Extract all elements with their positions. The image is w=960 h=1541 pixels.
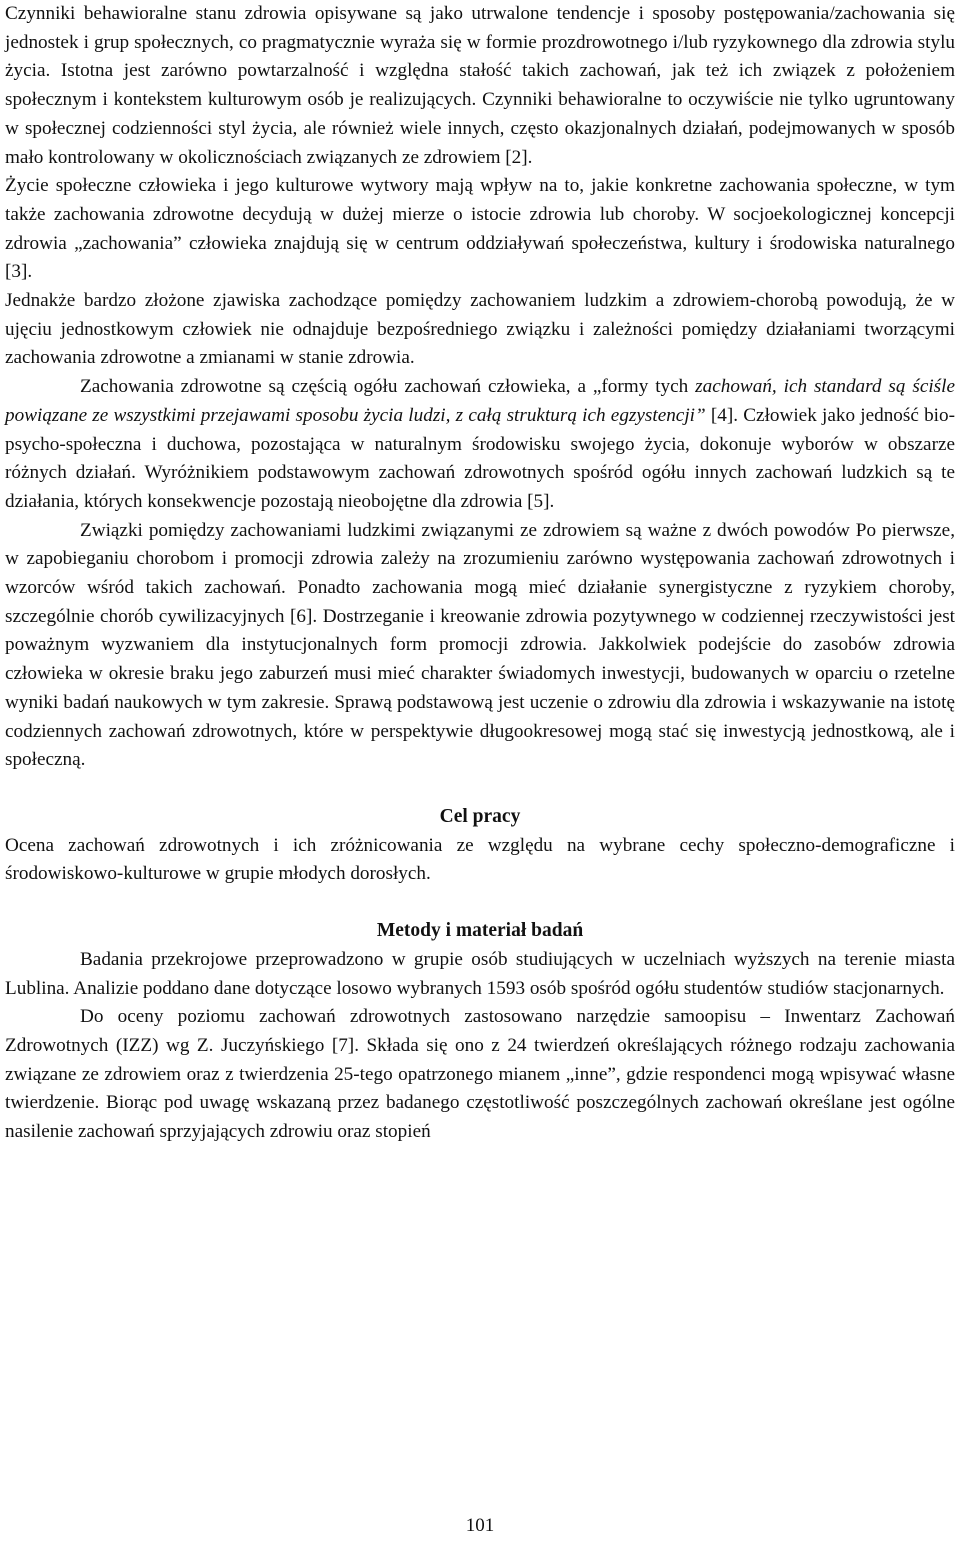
section-heading-aim: Cel pracy	[439, 805, 521, 827]
paragraph-health-behaviors-start: Zachowania zdrowotne są częścią ogółu zachowań człowieka, a „formy tych	[80, 376, 696, 398]
paragraph-complex-phenomena: Jednakże bardzo złożone zjawiska zachodzące pomiędzy zachowaniem ludzkim a zdrowiem-chorobą powodują, że w ujęciu jednostkowym człowiek nie odnajduje bezpośredniego związku i zależności pomiędzy działaniami tworzącymi zachowania zdrowotne a zmianami w stanie zdrowia.	[5, 290, 955, 369]
paragraph-methods-study: Badania przekrojowe przeprowadzono w grupie osób studiujących w uczelniach wyższych na terenie miasta Lublina. Analizie poddano dane dotyczące losowo wybranych 1593 osób spośród ogółu studentów studiów stacjonarnych.	[5, 948, 955, 999]
paragraph-health-behaviors-end: [4]. Człowiek jako jedność bio-psycho-społeczna i duchowa, pozostająca w naturalnym środowisku swojego życia, dokonuje wyborów w obszarze różnych działań. Wyróżnikiem podstawowym zachowań zdrowotnych spośród ogółu innych zachowań ludzkich są te działania, których konsekwencje pozostają nieobojętne dla zdrowia [5].	[5, 404, 955, 512]
section-heading-methods: Metody i materiał badań	[376, 920, 584, 942]
paragraph-social-life: Życie społeczne człowieka i jego kulturowe wytwory mają wpływ na to, jakie konkretne zachowania społeczne, w tym także zachowania zdrowotne decydują w dużej mierze o istocie zdrowia lub choroby. W socjoekologicznej koncepcji zdrowia „zachowania” człowieka znajdują się w centrum oddziaływań społeczeństwa, kultury i środowiska naturalnego [3].	[5, 175, 955, 283]
page-body	[5, 0, 955, 1147]
paragraph-health-behaviors-quote: zachowań, ich standard są ściśle powiązane ze wszystkimi przejawami sposobu życia ludzi, z całą strukturą ich egzystencji”	[5, 376, 955, 426]
paragraph-health-behaviors	[5, 373, 955, 517]
paragraph-behavioral-factors: Czynniki behawioralne stanu zdrowia opisywane są jako utrwalone tendencje i sposoby postępowania/zachowania się jednostek i grup społecznych, co pragmatycznie wyraża się w formie prozdrowotnego i/lub ryzykownego dla zdrowia stylu życia. Istotna jest zarówno powtarzalność i względna stałość takich zachowań, jak też ich związek z położeniem społecznym i kontekstem kulturowym osób je realizujących. Czynniki behawioralne to oczywiście nie tylko ugruntowany w społecznej codzienności styl życia, ale również wiele innych, często okazjonalnych działań, podejmowanych w sposób mało kontrolowany w okolicznościach związanych ze zdrowiem [2].	[5, 3, 955, 168]
paragraph-aim: Ocena zachowań zdrowotnych i ich zróżnicowania ze względu na wybrane cechy społeczno-demograficzne i środowiskowo-kulturowe w grupie młodych dorosłych.	[5, 834, 955, 885]
paragraph-methods-inventory: Do oceny poziomu zachowań zdrowotnych zastosowano narzędzie samoopisu – Inwentarz Zachowań Zdrowotnych (IZZ) wg Z. Juczyńskiego [7]. Składa się ono z 24 twierdzeń określających różnego rodzaju zachowania związane ze zdrowiem oraz z twierdzenia 25-tego opatrzonego mianem „inne”, gdzie respondenci mogą wpisywać własne twierdzenie. Biorąc pod uwagę wskazaną przez badanego częstotliwość poszczególnych zachowań określane jest ogólne nasilenie zachowań sprzyjających zdrowiu oraz stopień	[5, 1006, 955, 1143]
paragraph-relationships: Związki pomiędzy zachowaniami ludzkimi związanymi ze zdrowiem są ważne z dwóch powodów Po pierwsze, w zapobieganiu chorobom i promocji zdrowia zależy na zrozumieniu zarówno występowania zachowań zdrowotnych i wzorców wśród takich zachowań. Ponadto zachowania mogą mieć działanie synergistyczne z ryzykiem choroby, szczególnie chorób cywilizacyjnych [6]. Dostrzeganie i kreowanie zdrowia pozytywnego w codziennej rzeczywistości jest poważnym wyzwaniem dla instytucjonalnych form promocji zdrowia. Jakkolwiek podejście do zasobów zdrowia człowieka w okresie braku jego zaburzeń musi mieć charakter świadomych inwestycji, budowanych w oparciu o rzetelne wyniki badań naukowych w tym zakresie. Sprawą podstawową jest uczenie o zdrowiu dla zdrowia i wskazywanie na istotę codziennych zachowań zdrowotnych, które w perspektywie długookresowej mogą stać się inwestycją jednostkową, ale i społeczną.	[5, 519, 955, 771]
page-number: 101	[465, 1515, 495, 1536]
